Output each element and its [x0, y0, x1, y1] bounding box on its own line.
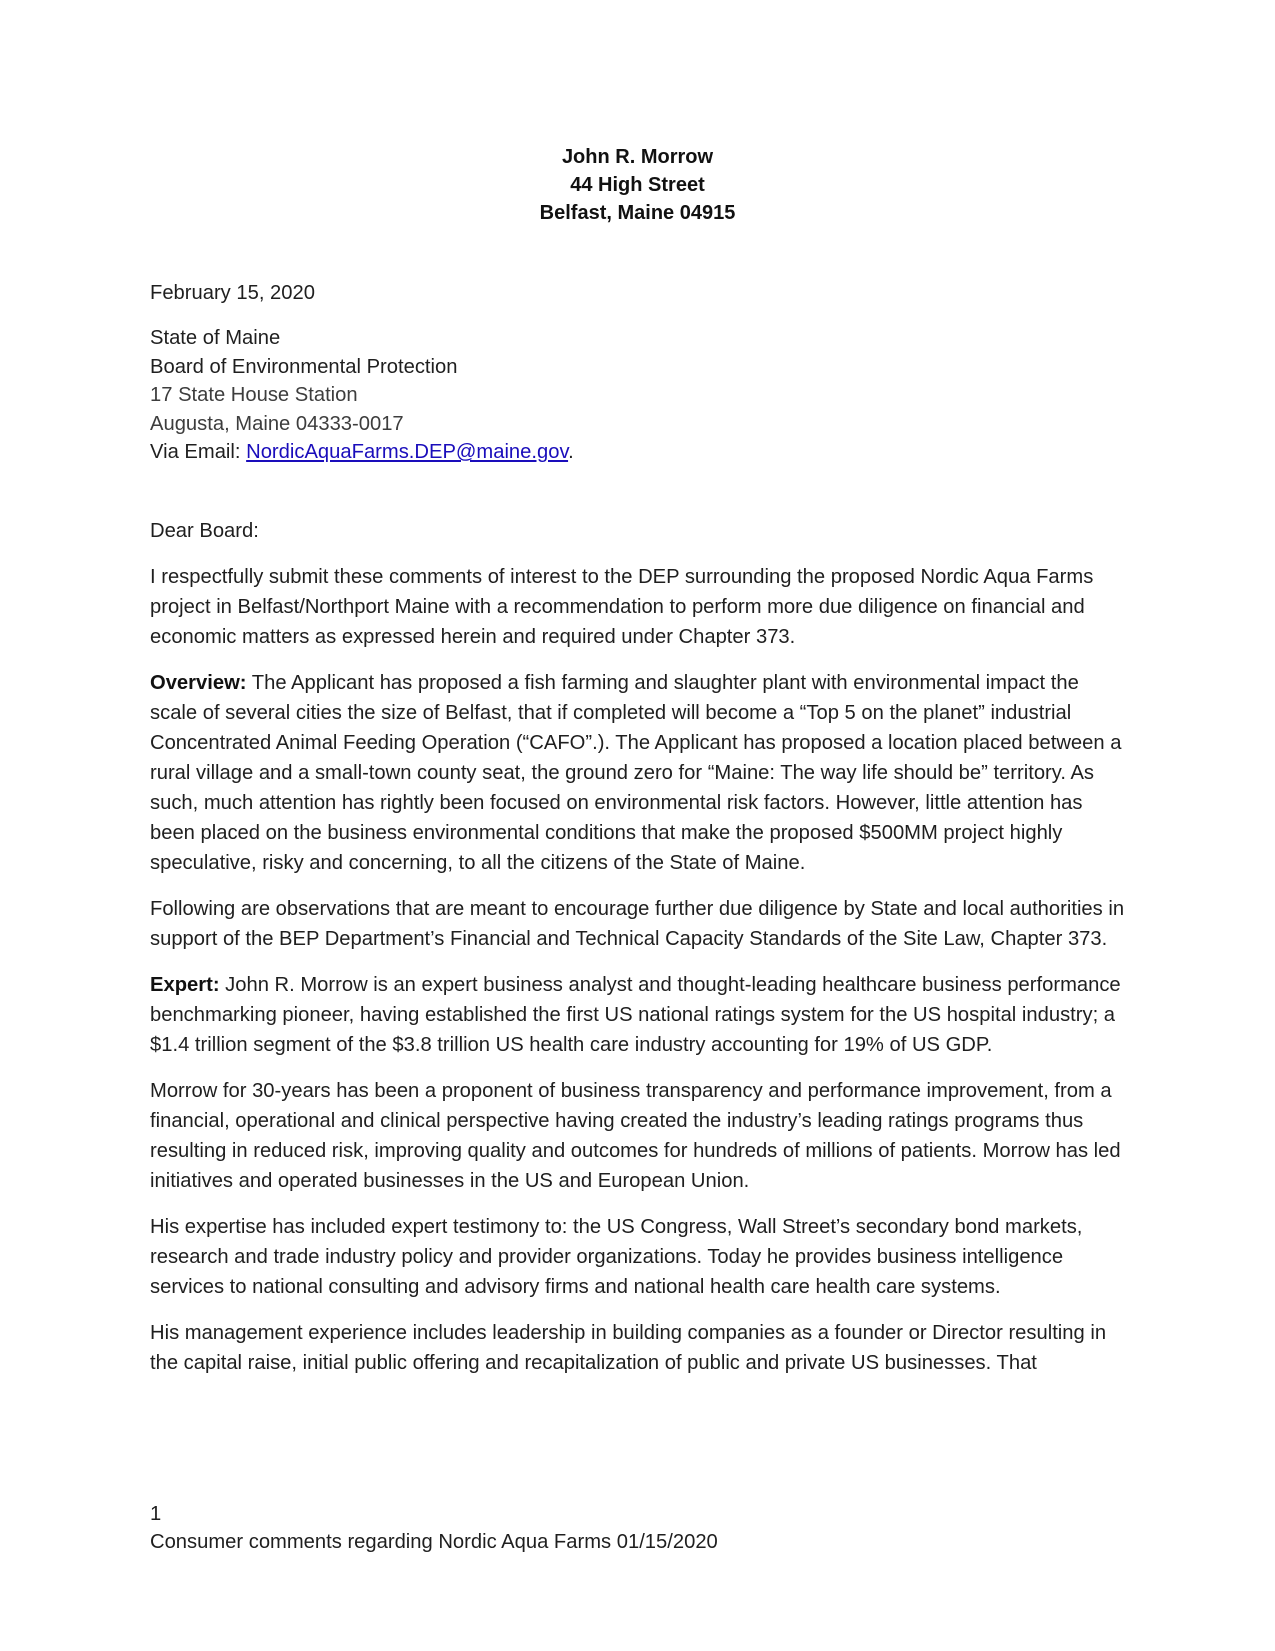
salutation: Dear Board:: [150, 520, 259, 542]
paragraph-intro: I respectfully submit these comments of interest to the DEP surrounding the proposed Nordic Aqua Farms project in Belfast/Northport Maine with a recommendation to perform more due diligence on financial and economic matters as expressed herein and required under Chapter 373.: [150, 566, 1094, 648]
recipient-email-line: [150, 438, 1125, 467]
page-number: 1: [150, 1503, 162, 1525]
recipient-line-3: 17 State House Station: [150, 384, 358, 406]
letter-body: [150, 562, 1125, 1394]
paragraph-expert: [150, 970, 1125, 1060]
overview-text: The Applicant has proposed a fish farming and slaughter plant with environmental impact the scale of several cities the size of Belfast, that if completed will become a “Top 5 on the planet” industrial Concentrated Animal Feeding Operation (“CAFO”.). The Applicant has proposed a location placed between a rural village and a small-town county seat, the ground zero for “Maine: The way life should be” territory. As such, much attention has rightly been focused on environmental risk factors. However, little attention has been placed on the business environmental conditions that make the proposed $500MM project highly speculative, risky and concerning, to all the citizens of the State of Maine.: [150, 672, 1122, 874]
footer-caption: Consumer comments regarding Nordic Aqua Farms 01/15/2020: [150, 1531, 718, 1553]
paragraph-observations: Following are observations that are meant to encourage further due diligence by State and local authorities in support of the BEP Department’s Financial and Technical Capacity Standards of the Site Law, Chapter 373.: [150, 898, 1125, 950]
letter-date: February 15, 2020: [150, 282, 315, 304]
overview-label: Overview:: [150, 672, 247, 694]
sender-name: John R. Morrow: [561, 146, 714, 168]
recipient-line-2: Board of Environmental Protection: [150, 355, 458, 378]
recipient-address: [150, 324, 1125, 467]
recipient-line-1: State of Maine: [150, 327, 281, 349]
email-suffix: .: [568, 441, 574, 463]
paragraph-expertise: His expertise has included expert testimony to: the US Congress, Wall Street’s secondary bond markets, research and trade industry policy and provider organizations. Today he provides business intelligence services to national consulting and advisory firms and national health care health care systems.: [150, 1216, 1083, 1298]
expert-text: John R. Morrow is an expert business analyst and thought-leading healthcare business performance benchmarking pioneer, having established the first US national ratings system for the US hospital industry; a $1.4 trillion segment of the $3.8 trillion US health care industry accounting for 19% of US GDP.: [150, 974, 1121, 1056]
expert-label: Expert:: [150, 974, 220, 996]
sender-street: 44 High Street: [570, 174, 705, 196]
paragraph-overview: [150, 668, 1125, 878]
recipient-line-4: Augusta, Maine 04333-0017: [150, 412, 404, 435]
sender-city: Belfast, Maine 04915: [539, 202, 736, 224]
letterhead: [0, 143, 1275, 227]
email-link[interactable]: NordicAquaFarms.DEP@maine.gov: [246, 441, 569, 463]
email-prefix: Via Email:: [150, 441, 247, 463]
paragraph-morrow-experience: Morrow for 30-years has been a proponent of business transparency and performance improvement, from a financial, operational and clinical perspective having created the industry’s leading ratings programs thus resulting in reduced risk, improving quality and outcomes for hundreds of millions of patients. Morrow has led initiatives and operated businesses in the US and European Union.: [150, 1080, 1121, 1192]
paragraph-management: His management experience includes leadership in building companies as a founder or Director resulting in the capital raise, initial public offering and recapitalization of public and private US businesses. That: [150, 1322, 1107, 1374]
page-footer: [150, 1500, 718, 1556]
